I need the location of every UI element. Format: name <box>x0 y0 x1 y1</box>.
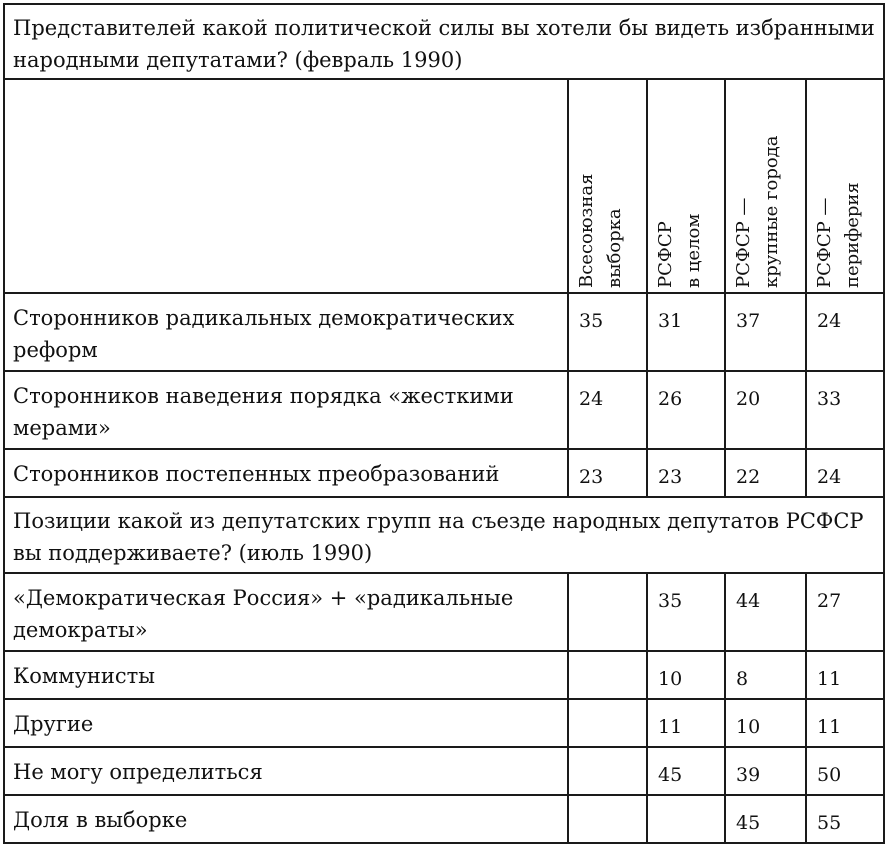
column-header-line: РСФСР — <box>814 197 835 288</box>
column-header-line: РСФСР <box>655 221 676 288</box>
value-cell: 55 <box>806 795 884 843</box>
row-label: «Демократическая Россия» + «радикальные демократы» <box>4 573 568 651</box>
value-cell: 20 <box>725 371 806 449</box>
section2-question: Позиции какой из депутатских групп на съезде народных депутатов РСФСР вы поддерживаете? (июль 1990) <box>4 497 884 573</box>
column-header-row <box>4 79 884 293</box>
value-cell: 23 <box>568 449 647 497</box>
column-header-all-union <box>568 79 647 293</box>
column-header-line: РСФСР — <box>733 197 754 288</box>
value-cell: 39 <box>725 747 806 795</box>
section1-question-row <box>4 4 884 79</box>
table-row <box>4 293 884 371</box>
value-cell <box>568 699 647 747</box>
row-label: Сторонников наведения порядка «жесткими мерами» <box>4 371 568 449</box>
row-label: Другие <box>4 699 568 747</box>
value-cell: 23 <box>647 449 725 497</box>
value-cell: 11 <box>806 699 884 747</box>
row-label: Сторонников постепенных преобразований <box>4 449 568 497</box>
value-cell <box>568 651 647 699</box>
row-label: Сторонников радикальных демократических реформ <box>4 293 568 371</box>
row-label: Не могу определиться <box>4 747 568 795</box>
value-cell: 11 <box>806 651 884 699</box>
column-header-line: крупные города <box>761 135 782 288</box>
section1-question: Представителей какой политической силы вы хотели бы видеть избранными народными депутатами? (февраль 1990) <box>4 4 884 79</box>
table-row <box>4 371 884 449</box>
value-cell <box>647 795 725 843</box>
value-cell: 44 <box>725 573 806 651</box>
header-empty-cell <box>4 79 568 293</box>
column-header-rsfsr-total <box>647 79 725 293</box>
value-cell: 24 <box>806 449 884 497</box>
value-cell: 35 <box>568 293 647 371</box>
value-cell: 24 <box>568 371 647 449</box>
value-cell: 24 <box>806 293 884 371</box>
table-row <box>4 449 884 497</box>
row-label: Коммунисты <box>4 651 568 699</box>
value-cell: 10 <box>725 699 806 747</box>
value-cell: 33 <box>806 371 884 449</box>
table-row <box>4 795 884 843</box>
section2-question-row <box>4 497 884 573</box>
column-header-line: периферия <box>842 182 863 288</box>
value-cell: 35 <box>647 573 725 651</box>
value-cell: 37 <box>725 293 806 371</box>
table-row <box>4 699 884 747</box>
value-cell: 11 <box>647 699 725 747</box>
value-cell: 45 <box>647 747 725 795</box>
table-row <box>4 573 884 651</box>
value-cell: 8 <box>725 651 806 699</box>
column-header-line: в целом <box>683 213 704 288</box>
table-row <box>4 747 884 795</box>
survey-table <box>3 3 885 844</box>
row-label: Доля в выборке <box>4 795 568 843</box>
value-cell: 10 <box>647 651 725 699</box>
value-cell: 27 <box>806 573 884 651</box>
column-header-rsfsr-big-cities <box>725 79 806 293</box>
value-cell: 22 <box>725 449 806 497</box>
table-row <box>4 651 884 699</box>
value-cell: 50 <box>806 747 884 795</box>
column-header-rsfsr-periphery <box>806 79 884 293</box>
value-cell: 26 <box>647 371 725 449</box>
value-cell: 31 <box>647 293 725 371</box>
column-header-line: выборка <box>604 208 625 288</box>
value-cell <box>568 573 647 651</box>
value-cell <box>568 795 647 843</box>
value-cell: 45 <box>725 795 806 843</box>
value-cell <box>568 747 647 795</box>
column-header-line: Всесоюзная <box>576 173 597 288</box>
